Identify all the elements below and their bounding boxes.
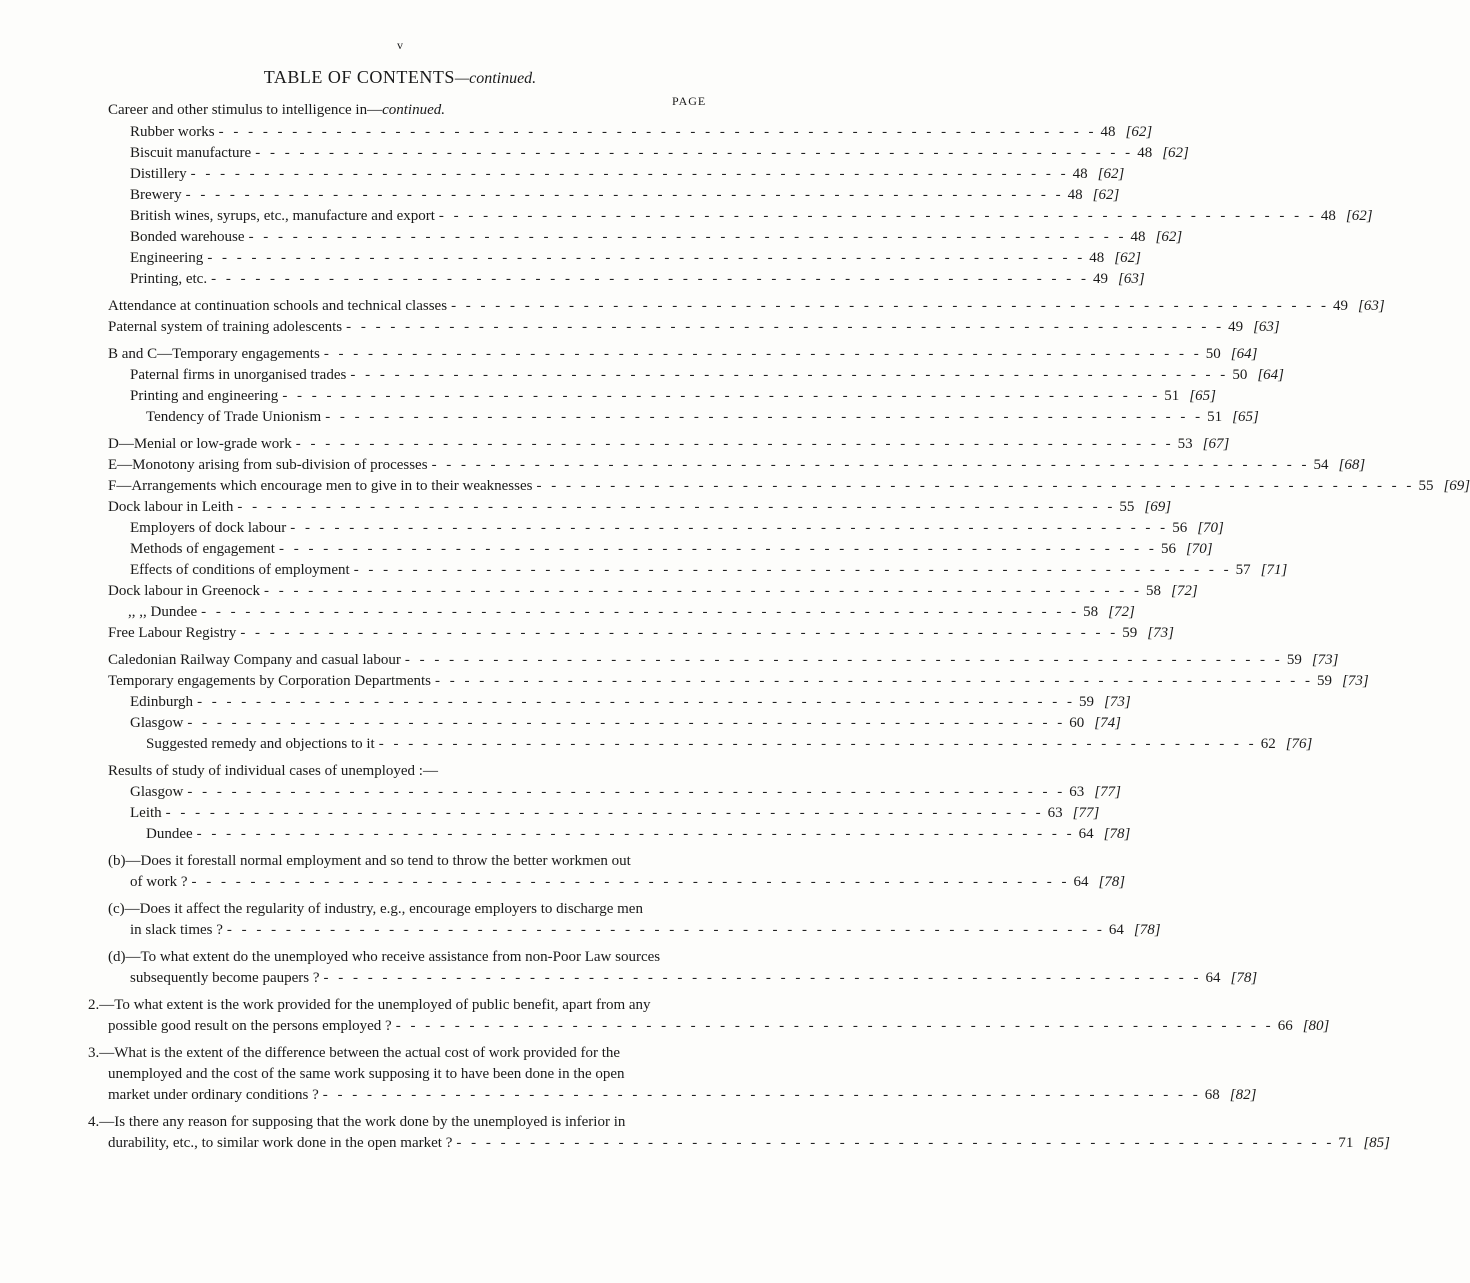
toc-page-number: 64 [1205,970,1221,986]
toc-entry [130,713,1121,734]
toc-bracket-reference: [78] [1098,874,1126,890]
toc-entry-label: British wines, syrups, etc., manufacture and export [130,208,435,224]
toc-bracket-reference: [65] [1232,409,1259,425]
toc-entry-label: 4.—Is there any reason for supposing that the work done by the unemployed is inferior in [88,1114,626,1130]
toc-page-number: 51 [1164,388,1180,404]
toc-bracket-reference: [70] [1197,520,1224,536]
toc-entry [130,365,1284,386]
toc-entry [108,1133,1391,1154]
toc-page-number: 48 [1089,250,1105,266]
toc-entry [108,317,1280,338]
toc-entry [108,650,1339,671]
toc-page-number: 66 [1277,1018,1293,1034]
section-heading-italic: continued. [382,102,446,118]
toc-bracket-reference: [71] [1260,562,1288,578]
toc-entry-label: Paternal firms in unorganised trades [130,367,347,383]
toc-page-number: 60 [1069,715,1085,731]
toc-entry [108,761,784,782]
toc-entry-label: Suggested remedy and objections to it [146,736,375,752]
toc-entry [108,1016,1330,1037]
toc-entry-label: Printing and engineering [130,388,279,404]
toc-page-number: 59 [1286,652,1302,668]
toc-entry [108,851,784,872]
toc-entry-label: Attendance at continuation schools and technical classes [108,298,448,314]
toc-entry-label: unemployed and the cost of the same work supposing it to have been done in the open [108,1066,625,1082]
toc-page-number: 57 [1235,562,1251,578]
toc-entry-label: Employers of dock labour [130,520,287,536]
toc-entry [108,623,1174,644]
toc-entry [130,692,1131,713]
toc-entry [130,560,1288,581]
toc-entry [130,206,1373,227]
toc-entry [130,518,1224,539]
dot-leader: - - - - - - - - - - - - - - - - - - - - - - - - - - - - - - - - - - - - - - - - - - - - - - - - - - - - - - - - - - - - [378,736,1257,752]
toc-entry-label: Engineering [130,250,204,266]
toc-entry-label: E—Monotony arising from sub-division of processes [108,457,428,473]
toc-bracket-reference: [62] [1125,124,1153,140]
toc-entry-label: Brewery [130,187,182,203]
toc-page-number: 63 [1047,805,1063,821]
toc-bracket-reference: [72] [1171,583,1198,599]
toc-bracket-reference: [62] [1155,229,1183,245]
toc-bracket-reference: [62] [1162,145,1189,161]
toc-page-number: 68 [1204,1087,1220,1103]
toc-page-number: 59 [1317,673,1332,689]
toc-entry [108,476,1470,497]
dot-leader: - - - - - - - - - - - - - - - - - - - - - - - - - - - - - - - - - - - - - - - - - - - - - - - - - - - - - - - - - - - - [322,1087,1201,1103]
toc-entry [130,872,1126,893]
dot-leader: - - - - - - - - - - - - - - - - - - - - - - - - - - - - - - - - - - - - - - - - - - - - - - - - - - - - - - - - - - - - [438,208,1317,224]
toc-entry [108,899,784,920]
dot-leader: - - - - - - - - - - - - - - - - - - - - - - - - - - - - - - - - - - - - - - - - - - - - - - - - - - - - - - - - - - - - [185,187,1064,203]
dot-leader: - - - - - - - - - - - - - - - - - - - - - - - - - - - - - - - - - - - - - - - - - - - - - - - - - - - - - - - - - - - - [323,346,1202,362]
toc-page-number: 49 [1228,319,1244,335]
toc-page-number: 48 [1100,124,1116,140]
toc-page-number: 49 [1333,298,1349,314]
dot-leader: - - - - - - - - - - - - - - - - - - - - - - - - - - - - - - - - - - - - - - - - - - - - - - - - - - - - - - - - - - - - [323,970,1202,986]
toc-entry-label: possible good result on the persons employed ? [108,1018,392,1034]
toc-bracket-reference: [78] [1133,922,1161,938]
toc-entry-label: 2.—To what extent is the work provided for the unemployed of public benefit, apart from any [88,997,651,1013]
toc-page-number: 59 [1122,625,1138,641]
toc-bracket-reference: [68] [1338,457,1366,473]
toc-entry [108,1085,1257,1106]
dot-leader: - - - - - - - - - - - - - - - - - - - - - - - - - - - - - - - - - - - - - - - - - - - - - - - - - - - - - - - - - - - - [248,229,1127,245]
toc-page-number: 50 [1205,346,1221,362]
toc-entry [128,602,1135,623]
toc-entry [130,122,1153,143]
dot-leader: - - - - - - - - - - - - - - - - - - - - - - - - - - - - - - - - - - - - - - - - - - - - - - - - - - - - - - - - - - - - [325,409,1204,425]
toc-page-number: 59 [1079,694,1095,710]
toc-page-number: 48 [1320,208,1336,224]
toc-entry-label: Methods of engagement [130,541,275,557]
toc-entry-label: Caledonian Railway Company and casual labour [108,652,401,668]
toc-bracket-reference: [69] [1144,499,1172,515]
toc-entry [108,455,1366,476]
toc-entry [146,734,1313,755]
dot-leader: - - - - - - - - - - - - - - - - - - - - - - - - - - - - - - - - - - - - - - - - - - - - - - - - - - - - - - - - - - - - [197,694,1076,710]
toc-page-number: 48 [1137,145,1153,161]
toc-entry [130,803,1100,824]
dot-leader: - - - - - - - - - - - - - - - - - - - - - - - - - - - - - - - - - - - - - - - - - - - - - - - - - - - - - - - - - - - - [278,541,1157,557]
dot-leader: - - - - - - - - - - - - - - - - - - - - - - - - - - - - - - - - - - - - - - - - - - - - - - - - - - - - - - - - - - - - [226,922,1105,938]
toc-bracket-reference: [63] [1358,298,1385,314]
dot-leader: - - - - - - - - - - - - - - - - - - - - - - - - - - - - - - - - - - - - - - - - - - - - - - - - - - - - - - - - - - - - [207,250,1086,266]
toc-entry-label: market under ordinary conditions ? [108,1087,319,1103]
toc-entry-label: (b)—Does it forestall normal employment and so tend to throw the better workmen out [108,853,631,869]
toc-entry-label: subsequently become paupers ? [130,970,320,986]
toc-entry-label: Dock labour in Greenock [108,583,261,599]
toc-bracket-reference: [63] [1118,271,1145,287]
dot-leader: - - - - - - - - - - - - - - - - - - - - - - - - - - - - - - - - - - - - - - - - - - - - - - - - - - - - - - - - - - - - [536,478,1415,494]
dot-leader: - - - - - - - - - - - - - - - - - - - - - - - - - - - - - - - - - - - - - - - - - - - - - - - - - - - - - - - - - - - - [456,1135,1335,1151]
toc-entry [130,782,1121,803]
toc-page-number: 56 [1172,520,1188,536]
title-suffix: —continued. [454,70,537,87]
toc-entry-label: B and C—Temporary engagements [108,346,320,362]
toc-bracket-reference: [77] [1072,805,1100,821]
toc-entry-label: Rubber works [130,124,215,140]
toc-entry-label: D—Menial or low-grade work [108,436,292,452]
toc-bracket-reference: [62] [1092,187,1120,203]
section-heading [108,100,445,121]
toc-entry [130,227,1183,248]
page-column-heading: PAGE [672,94,707,108]
dot-leader: - - - - - - - - - - - - - - - - - - - - - - - - - - - - - - - - - - - - - - - - - - - - - - - - - - - - - - - - - - - - [201,604,1080,620]
dot-leader: - - - - - - - - - - - - - - - - - - - - - - - - - - - - - - - - - - - - - - - - - - - - - - - - - - - - - - - - - - - - [187,715,1066,731]
toc-entry-label: Free Labour Registry [108,625,237,641]
toc-page-number: 55 [1418,478,1434,494]
toc-bracket-reference: [78] [1230,970,1258,986]
toc-entry [88,1112,784,1133]
toc-bracket-reference: [80] [1302,1018,1330,1034]
toc-entry-label: Glasgow [130,715,184,731]
toc-bracket-reference: [76] [1285,736,1313,752]
toc-entry-label: Tendency of Trade Unionism [146,409,322,425]
toc-entry-label: Glasgow [130,784,184,800]
toc-entry-label: (d)—To what extent do the unemployed who receive assistance from non-Poor Law sources [108,949,661,965]
toc-bracket-reference: [67] [1202,436,1230,452]
title-text: TABLE OF CONTENTS [263,67,455,87]
toc-page-number: 62 [1260,736,1276,752]
toc-entry [108,671,1369,692]
toc-entry-label: in slack times ? [130,922,223,938]
toc-entry [130,920,1161,941]
page-folio: v [397,38,403,52]
toc-bracket-reference: [62] [1097,166,1125,182]
toc-entry-label: Paternal system of training adolescents [108,319,343,335]
toc-bracket-reference: [85] [1363,1135,1391,1151]
toc-bracket-reference: [82] [1229,1087,1257,1103]
toc-bracket-reference: [77] [1094,784,1121,800]
toc-entry [130,185,1120,206]
toc-bracket-reference: [70] [1185,541,1213,557]
toc-bracket-reference: [65] [1189,388,1216,404]
toc-bracket-reference: [62] [1345,208,1373,224]
dot-leader: - - - - - - - - - - - - - - - - - - - - - - - - - - - - - - - - - - - - - - - - - - - - - - - - - - - - - - - - - - - - [295,436,1174,452]
toc-bracket-reference: [73] [1147,625,1174,641]
toc-entry-label: F—Arrangements which encourage men to give in to their weaknesses [108,478,533,494]
toc-entry [130,386,1216,407]
toc-entry-label: Distillery [130,166,187,182]
toc-bracket-reference: [64] [1230,346,1258,362]
toc-entry-label: of work ? [130,874,188,890]
toc-page-number: 49 [1093,271,1109,287]
toc-bracket-reference: [73] [1342,673,1369,689]
toc-entry [130,539,1213,560]
toc-page-number: 54 [1313,457,1329,473]
toc-entry-label: Temporary engagements by Corporation Departments [108,673,432,689]
toc-page-number: 63 [1069,784,1085,800]
page-title [0,67,800,88]
dot-leader: - - - - - - - - - - - - - - - - - - - - - - - - - - - - - - - - - - - - - - - - - - - - - - - - - - - - - - - - - - - - [290,520,1169,536]
toc-entry [130,143,1189,164]
dot-leader: - - - - - - - - - - - - - - - - - - - - - - - - - - - - - - - - - - - - - - - - - - - - - - - - - - - - - - - - - - - - [187,784,1066,800]
toc-entry-label: Results of study of individual cases of unemployed :— [108,763,438,779]
toc-entry [108,1064,784,1085]
toc-entry-label: ,, ,, Dundee [128,604,198,620]
toc-page-number: 64 [1078,826,1094,842]
toc-entry [146,407,1259,428]
dot-leader: - - - - - - - - - - - - - - - - - - - - - - - - - - - - - - - - - - - - - - - - - - - - - - - - - - - - - - - - - - - - [191,874,1070,890]
dot-leader: - - - - - - - - - - - - - - - - - - - - - - - - - - - - - - - - - - - - - - - - - - - - - - - - - - - - - - - - - - - - [346,319,1225,335]
dot-leader: - - - - - - - - - - - - - - - - - - - - - - - - - - - - - - - - - - - - - - - - - - - - - - - - - - - - - - - - - - - - [165,805,1044,821]
toc-page-number: 58 [1083,604,1099,620]
dot-leader: - - - - - - - - - - - - - - - - - - - - - - - - - - - - - - - - - - - - - - - - - - - - - - - - - - - - - - - - - - - - [404,652,1283,668]
toc-entry-label: Printing, etc. [130,271,208,287]
dot-leader: - - - - - - - - - - - - - - - - - - - - - - - - - - - - - - - - - - - - - - - - - - - - - - - - - - - - - - - - - - - - [190,166,1069,182]
dot-leader: - - - - - - - - - - - - - - - - - - - - - - - - - - - - - - - - - - - - - - - - - - - - - - - - - - - - - - - - - - - - [395,1018,1274,1034]
toc-page-number: 50 [1232,367,1248,383]
dot-leader: - - - - - - - - - - - - - - - - - - - - - - - - - - - - - - - - - - - - - - - - - - - - - - - - - - - - - - - - - - - - [218,124,1097,140]
toc-entry-label: Dock labour in Leith [108,499,234,515]
dot-leader: - - - - - - - - - - - - - - - - - - - - - - - - - - - - - - - - - - - - - - - - - - - - - - - - - - - - - - - - - - - - [451,298,1330,314]
toc-page-number: 55 [1119,499,1135,515]
dot-leader: - - - - - - - - - - - - - - - - - - - - - - - - - - - - - - - - - - - - - - - - - - - - - - - - - - - - - - - - - - - - [255,145,1134,161]
toc-page-number: 51 [1207,409,1223,425]
toc-bracket-reference: [74] [1094,715,1121,731]
toc-bracket-reference: [69] [1443,478,1470,494]
toc-page-number: 71 [1338,1135,1354,1151]
dot-leader: - - - - - - - - - - - - - - - - - - - - - - - - - - - - - - - - - - - - - - - - - - - - - - - - - - - - - - - - - - - - [435,673,1313,689]
toc-page-number: 56 [1160,541,1176,557]
toc-entry [108,497,1172,518]
toc-entry [88,995,784,1016]
toc-bracket-reference: [64] [1257,367,1284,383]
toc-entry-label: 3.—What is the extent of the difference between the actual cost of work provided for the [88,1045,621,1061]
dot-leader: - - - - - - - - - - - - - - - - - - - - - - - - - - - - - - - - - - - - - - - - - - - - - - - - - - - - - - - - - - - - [240,625,1119,641]
toc-page-number: 48 [1072,166,1088,182]
toc-page-number: 64 [1108,922,1124,938]
toc-entry [108,344,1258,365]
toc-page-number: 48 [1067,187,1083,203]
toc-bracket-reference: [73] [1311,652,1339,668]
toc-bracket-reference: [78] [1103,826,1131,842]
dot-leader: - - - - - - - - - - - - - - - - - - - - - - - - - - - - - - - - - - - - - - - - - - - - - - - - - - - - - - - - - - - - [264,583,1142,599]
toc-entry [146,824,1131,845]
toc-entry-label: Effects of conditions of employment [130,562,350,578]
toc-entry [108,947,784,968]
toc-page-number: 48 [1130,229,1146,245]
toc-page-number: 64 [1073,874,1089,890]
dot-leader: - - - - - - - - - - - - - - - - - - - - - - - - - - - - - - - - - - - - - - - - - - - - - - - - - - - - - - - - - - - - [282,388,1161,404]
toc-entry-label: Biscuit manufacture [130,145,252,161]
toc-entry-label: Dundee [146,826,193,842]
toc-entry [108,434,1230,455]
dot-leader: - - - - - - - - - - - - - - - - - - - - - - - - - - - - - - - - - - - - - - - - - - - - - - - - - - - - - - - - - - - - [237,499,1116,515]
toc-entry [108,581,1198,602]
toc-entry [108,296,1385,317]
toc-entry-label: Bonded warehouse [130,229,245,245]
toc-entry [130,248,1141,269]
toc-bracket-reference: [72] [1108,604,1135,620]
toc-entry [88,1043,784,1064]
toc-entry [130,269,1145,290]
toc-bracket-reference: [63] [1253,319,1280,335]
toc-page-number: 53 [1177,436,1193,452]
dot-leader: - - - - - - - - - - - - - - - - - - - - - - - - - - - - - - - - - - - - - - - - - - - - - - - - - - - - - - - - - - - - [353,562,1232,578]
toc-entry [130,164,1125,185]
toc-bracket-reference: [62] [1114,250,1141,266]
dot-leader: - - - - - - - - - - - - - - - - - - - - - - - - - - - - - - - - - - - - - - - - - - - - - - - - - - - - - - - - - - - - [196,826,1075,842]
toc-entry-label: Edinburgh [130,694,194,710]
toc-page-number: 58 [1146,583,1161,599]
dot-leader: - - - - - - - - - - - - - - - - - - - - - - - - - - - - - - - - - - - - - - - - - - - - - - - - - - - - - - - - - - - - [350,367,1229,383]
toc-entry-label: Leith [130,805,162,821]
toc-entry-label: (c)—Does it affect the regularity of industry, e.g., encourage employers to discharge men [108,901,643,917]
section-heading-text: Career and other stimulus to intelligence in— [108,102,383,118]
dot-leader: - - - - - - - - - - - - - - - - - - - - - - - - - - - - - - - - - - - - - - - - - - - - - - - - - - - - - - - - - - - - [431,457,1310,473]
toc-bracket-reference: [73] [1104,694,1131,710]
dot-leader: - - - - - - - - - - - - - - - - - - - - - - - - - - - - - - - - - - - - - - - - - - - - - - - - - - - - - - - - - - - - [211,271,1090,287]
toc-entry-label: durability, etc., to similar work done in the open market ? [108,1135,453,1151]
toc-entry [130,968,1258,989]
